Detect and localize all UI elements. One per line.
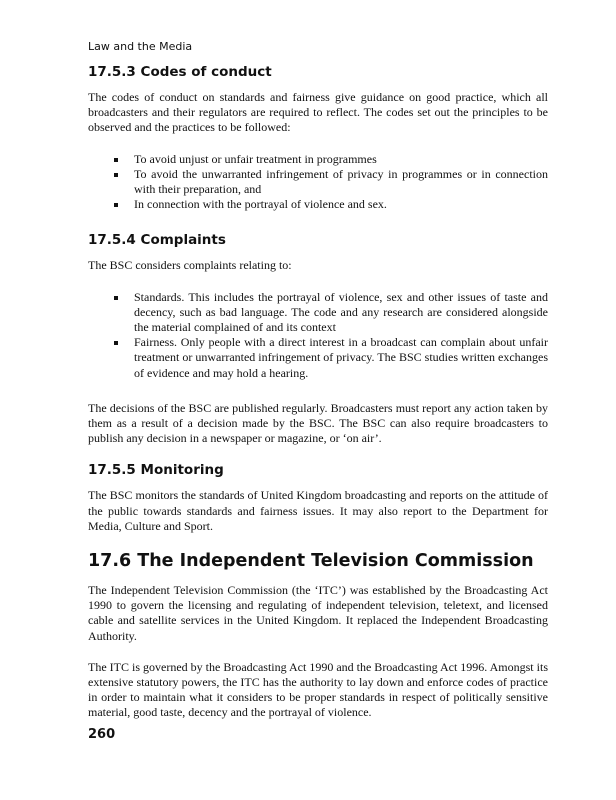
list-item-text: To avoid unjust or unfair treatment in programmes <box>134 151 377 166</box>
section-codes-of-conduct <box>88 64 548 212</box>
paragraph: The codes of conduct on standards and fairness give guidance on good practice, which all broadcasters and their regulators are required to reflect. The codes set out the principles to be observed and the practices to be followed: <box>88 90 548 135</box>
bullet-icon <box>114 341 118 345</box>
running-head: Law and the Media <box>88 40 193 53</box>
section-heading: 17.5.5 Monitoring <box>88 462 224 479</box>
section-heading: 17.5.3 Codes of conduct <box>88 64 272 80</box>
list-item-text: In connection with the portrayal of violence and sex. <box>134 197 387 212</box>
paragraph: The ITC is governed by the Broadcasting Act 1990 and the Broadcasting Act 1996. Amongst its extensive statutory powers, the ITC has the authority to lay down and enforce codes of practice in order to maintain what it considers to be proper standards in respect of politically sensitive material, good taste, decency and the portrayal of violence. <box>88 659 548 720</box>
list-item-text: Standards. This includes the portrayal of violence, sex and other issues of taste and decency, such as bad language. The code and any research are considered alongside the material complained of and its context <box>134 289 548 335</box>
paragraph: The BSC considers complaints relating to: <box>88 258 292 273</box>
paragraph: The Independent Television Commission (the ‘ITC’) was established by the Broadcasting Act 1990 to govern the licensing and regulating of independent television, teletext, and licensed cable and satellite services in the United Kingdom. It replaced the Independent Broadcasting Authority. <box>88 583 548 643</box>
bullet-icon <box>114 296 118 300</box>
section-itc <box>88 550 548 721</box>
bullet-list <box>88 152 548 213</box>
list-item <box>108 167 548 197</box>
section-monitoring <box>88 462 548 534</box>
section-complaints <box>88 232 548 446</box>
list-item-text: To avoid the unwarranted infringement of privacy in programmes or in connection with their preparation, and <box>134 166 548 197</box>
list-item-text: Fairness. Only people with a direct interest in a broadcast can complain about unfair treatment or unwarranted infringement of privacy. The BSC studies written exchanges of evidence and may hold a hearing. <box>134 335 548 380</box>
book-page <box>88 40 548 742</box>
bullet-icon <box>114 203 118 207</box>
paragraph: The BSC monitors the standards of United Kingdom broadcasting and reports on the attitude of the public towards standards and fairness issues. It may also report to the Department for Media, Culture and Sport. <box>88 488 548 533</box>
page-number: 260 <box>88 726 116 742</box>
bullet-list <box>88 290 548 381</box>
bullet-icon <box>114 173 118 177</box>
list-item <box>108 197 548 212</box>
list-item <box>108 152 548 167</box>
list-item <box>108 335 548 381</box>
section-heading: 17.5.4 Complaints <box>88 232 226 249</box>
chapter-section-heading: 17.6 The Independent Television Commission <box>88 551 534 572</box>
list-item <box>108 290 548 336</box>
bullet-icon <box>114 158 118 162</box>
paragraph: The decisions of the BSC are published regularly. Broadcasters must report any action taken by them as a result of a decision made by the BSC. The BSC can also require broadcasters to publish any decision in a newspaper or magazine, or ‘on air’. <box>88 400 548 446</box>
